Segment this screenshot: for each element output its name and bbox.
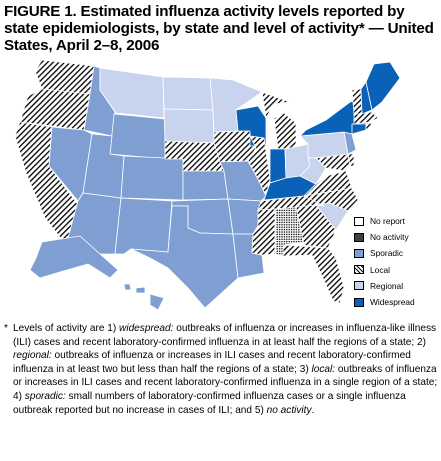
legend (354, 213, 438, 310)
state-CO (121, 156, 183, 200)
state-SD (164, 109, 214, 143)
footnote-text (13, 322, 438, 417)
no-report-swatch (354, 217, 364, 226)
state-RI (366, 122, 371, 130)
footnote-term-regional: regional: (13, 350, 52, 362)
legend-label: No activity (370, 232, 409, 243)
legend-label: Local (370, 264, 391, 275)
legend-item-no-activity (354, 229, 438, 245)
legend-label: Regional (370, 280, 404, 291)
legend-item-sporadic (354, 245, 438, 261)
sporadic-swatch (354, 249, 364, 258)
footnote-text-6: . (311, 404, 315, 416)
state-KS (183, 171, 228, 200)
footnote-text-4: outbreaks of influenza or increases in ILI cases and recent laboratory-confirmed influenza in a single region of a state; 4) (13, 363, 438, 402)
legend-item-widespread (354, 294, 438, 310)
state-IN (270, 149, 286, 183)
footnote-term-sporadic: sporadic: (24, 390, 66, 402)
footnote-term-no-activity: no activity (266, 404, 312, 416)
legend-item-local (354, 262, 438, 278)
legend-label: No report (370, 216, 405, 227)
state-WY (110, 114, 165, 159)
state-NM (115, 198, 172, 254)
footnote-term-widespread: widespread: (119, 323, 174, 334)
state-ME (366, 62, 400, 110)
state-MI (262, 92, 296, 149)
state-VT (352, 89, 362, 114)
widespread-swatch (354, 298, 364, 307)
footnote-term-local: local: (311, 363, 336, 375)
state-HI-1 (124, 284, 131, 290)
regional-swatch (354, 281, 364, 290)
state-CT (352, 124, 366, 134)
footnote-text-2: outbreaks of influenza or increases in influenza-like illness (ILI) cases and recent laboratory-confirmed influenza in at least half the regions of a state; 2) (13, 323, 437, 348)
footnote-text-5: small numbers of laboratory-confirmed influenza cases or a single influenza outbreak reported but no increase in cases of ILI; and 5) (13, 390, 406, 416)
footnote-text-1: Levels of activity are 1) (13, 323, 120, 334)
state-ND (163, 77, 213, 110)
legend-label: Widespread (370, 297, 415, 308)
figure-title: FIGURE 1. Estimated influenza activity levels reported by state epidemiologists, by state and level of activity* — United States, April 2–8, 2006 (4, 3, 434, 54)
footnote-text-3: outbreaks of influenza or increases in ILI cases and recent laboratory-confirmed influenza in at least two but less than half the regions of a state; 3) (13, 350, 411, 375)
legend-label: Sporadic (370, 248, 404, 259)
no-activity-swatch (354, 233, 364, 242)
local-swatch (354, 265, 364, 274)
legend-item-regional (354, 278, 438, 294)
state-HI-3 (150, 294, 164, 310)
state-FL (283, 245, 344, 303)
state-HI-2 (136, 287, 145, 293)
footnote (4, 322, 438, 417)
footnote-asterisk: * (4, 323, 8, 334)
legend-item-no-report (354, 213, 438, 229)
